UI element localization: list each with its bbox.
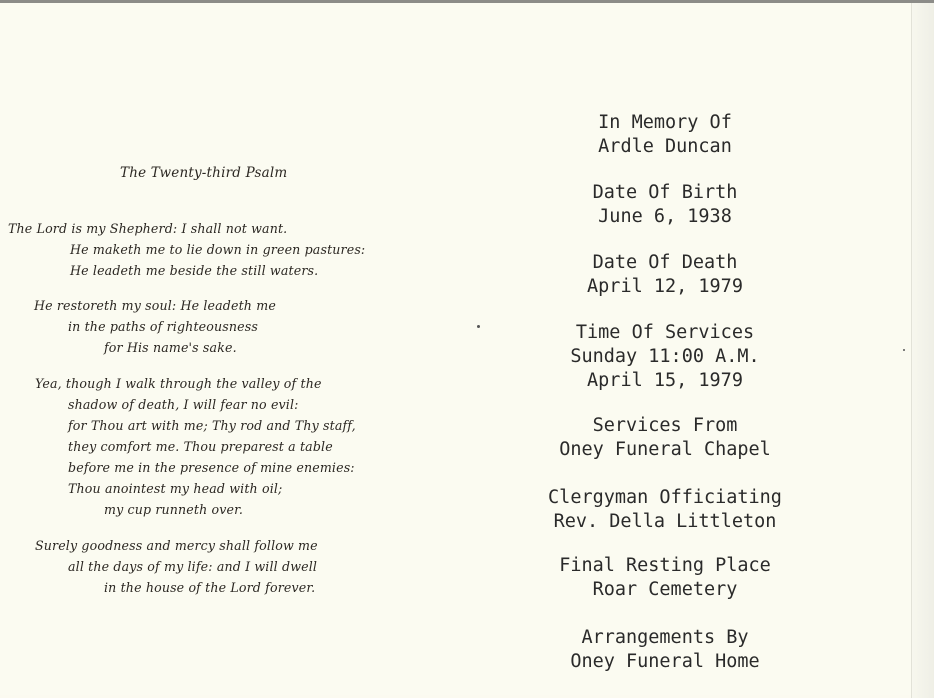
resting-heading: Final Resting Place [559, 555, 771, 576]
psalm-title: The Twenty-third Psalm [120, 165, 288, 181]
psalm-line: He leadeth me beside the still waters. [70, 263, 319, 278]
psalm-line: before me in the presence of mine enemies: [68, 460, 355, 475]
birth-date: June 6, 1938 [598, 206, 732, 227]
resting-block [500, 554, 830, 602]
psalm-line: in the paths of righteousness [68, 319, 258, 334]
arrangements-block [500, 626, 830, 674]
psalm-line: all the days of my life: and I will dwell [68, 559, 318, 574]
resting-place: Roar Cemetery [592, 579, 738, 600]
psalm-line: for His name's sake. [104, 340, 237, 355]
psalm-line: they comfort me. Thou preparest a table [68, 439, 333, 454]
death-heading: Date Of Death [592, 252, 738, 273]
arrangements-by: Oney Funeral Home [570, 651, 760, 672]
clergy-name: Rev. Della Littleton [553, 511, 777, 532]
services-from-location: Oney Funeral Chapel [559, 439, 771, 460]
clergy-block [500, 486, 830, 534]
psalm-line: Surely goodness and mercy shall follow me [35, 538, 318, 553]
services-date: April 15, 1979 [587, 370, 743, 391]
birth-heading: Date Of Birth [592, 182, 738, 203]
death-date: April 12, 1979 [587, 276, 743, 297]
memory-block [500, 111, 830, 159]
ink-speck [477, 325, 480, 328]
psalm-line: shadow of death, I will fear no evil: [68, 397, 299, 412]
page-edge [911, 3, 934, 698]
services-from-heading: Services From [592, 415, 738, 436]
services-block [500, 321, 830, 393]
psalm-line: He maketh me to lie down in green pastures: [70, 242, 366, 257]
psalm-line: Yea, though I walk through the valley of the [35, 376, 322, 391]
memory-heading: In Memory Of [598, 112, 732, 133]
clergy-heading: Clergyman Officiating [548, 487, 782, 508]
ink-speck [903, 349, 905, 351]
birth-block [500, 181, 830, 229]
services-time: Sunday 11:00 A.M. [570, 346, 760, 367]
psalm-line: He restoreth my soul: He leadeth me [34, 298, 276, 313]
psalm-line: The Lord is my Shepherd: I shall not want. [8, 221, 288, 236]
services-from-block [500, 414, 830, 462]
deceased-name: Ardle Duncan [598, 136, 732, 157]
psalm-line: in the house of the Lord forever. [104, 580, 316, 595]
arrangements-heading: Arrangements By [581, 627, 749, 648]
psalm-line: Thou anointest my head with oil; [68, 481, 283, 496]
death-block [500, 251, 830, 299]
psalm-line: my cup runneth over. [104, 502, 244, 517]
services-heading: Time Of Services [575, 322, 755, 343]
psalm-panel [0, 3, 470, 698]
psalm-line: for Thou art with me; Thy rod and Thy staff, [68, 418, 356, 433]
